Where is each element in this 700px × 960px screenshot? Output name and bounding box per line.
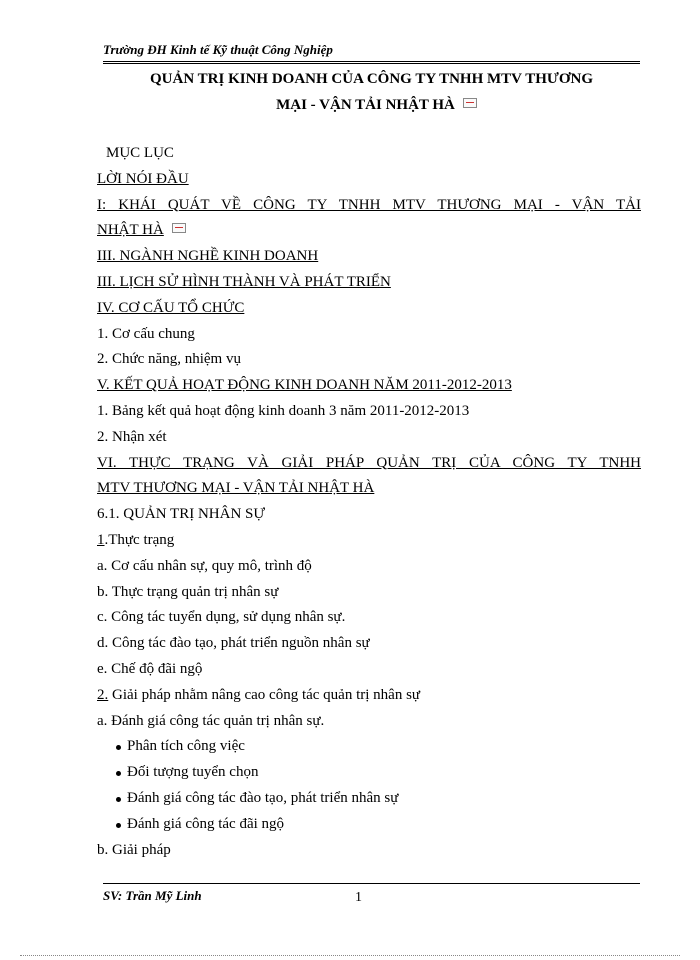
toc-item-1e[interactable]: e. Chế độ đãi ngộ <box>97 660 203 677</box>
embedded-object-icon <box>463 98 477 108</box>
toc-item-1b[interactable]: b. Thực trạng quản trị nhân sự <box>97 583 279 600</box>
page-number: 1 <box>355 890 362 905</box>
page-header <box>103 42 640 64</box>
part-1-label: .Thực trạng <box>104 531 175 548</box>
page-footer <box>103 883 640 904</box>
toc-item-part-2[interactable] <box>97 683 641 709</box>
toc-item-section-1[interactable]: I: KHÁI QUÁT VỀ CÔNG TY TNHH MTV THƯƠNG MẠI - VẬN TẢI <box>97 196 641 213</box>
toc-item-1d[interactable]: d. Công tác đào tạo, phát triển nguồn nhân sự <box>97 635 370 652</box>
toc-item-6-1[interactable]: 6.1. QUẢN TRỊ NHÂN SỰ <box>97 506 266 523</box>
toc-section-1-line-2: NHẬT HÀ <box>97 222 164 239</box>
toc-item-section-3[interactable]: III. LỊCH SỬ HÌNH THÀNH VÀ PHÁT TRIỂN <box>97 273 391 290</box>
toc-heading: MỤC LỤC <box>106 145 174 161</box>
toc-bullet-item[interactable]: Đánh giá công tác đào tạo, phát triển nhân sự <box>97 786 641 812</box>
toc-bullet-item[interactable]: Đối tượng tuyển chọn <box>97 760 641 786</box>
toc-bullet-item[interactable]: Đánh giá công tác đãi ngộ <box>97 812 641 838</box>
toc-item-4-2[interactable]: 2. Chức năng, nhiệm vụ <box>97 351 241 368</box>
part-1-number: 1 <box>97 531 105 548</box>
title-line-1: QUẢN TRỊ KINH DOANH CỦA CÔNG TY TNHH MTV THƯƠNG <box>150 71 593 87</box>
toc-item-2a[interactable]: a. Đánh giá công tác quản trị nhân sự. <box>97 712 325 729</box>
toc-item-2b[interactable]: b. Giải pháp <box>97 841 171 858</box>
title-line-2: MẠI - VẬN TẢI NHẬT HÀ <box>276 97 455 113</box>
part-2-label: Giải pháp nhằm nâng cao công tác quản trị nhân sự <box>108 686 421 703</box>
toc-item-1a[interactable]: a. Cơ cấu nhân sự, quy mô, trình độ <box>97 557 312 574</box>
student-name: SV: Trần Mỹ Linh <box>103 888 202 903</box>
document-title <box>103 66 640 118</box>
school-name: Trường ĐH Kinh tế Kỹ thuật Công Nghiệp <box>103 42 333 57</box>
table-of-contents <box>97 141 641 863</box>
title-line-2-wrap <box>113 92 640 118</box>
toc-item-loi-noi-dau[interactable]: LỜI NÓI ĐẦU <box>97 170 189 187</box>
toc-item-section-6[interactable]: VI. THỰC TRẠNG VÀ GIẢI PHÁP QUẢN TRỊ CỦA CÔNG TY TNHH <box>97 454 641 471</box>
toc-bullet-item[interactable]: Phân tích công việc <box>97 734 641 760</box>
toc-item-section-6-cont[interactable]: MTV THƯƠNG MẠI - VẬN TẢI NHẬT HÀ <box>97 480 375 497</box>
toc-item-section-2[interactable]: III. NGÀNH NGHỀ KINH DOANH <box>97 248 319 265</box>
part-2-number: 2. <box>97 686 109 703</box>
embedded-object-icon <box>172 223 186 233</box>
toc-item-part-1[interactable] <box>97 528 641 554</box>
toc-item-4-1[interactable]: 1. Cơ cấu chung <box>97 325 195 342</box>
page-bottom-divider <box>20 955 680 956</box>
toc-item-section-4[interactable]: IV. CƠ CẤU TỔ CHỨC <box>97 299 245 316</box>
toc-item-section-5[interactable]: V. KẾT QUẢ HOẠT ĐỘNG KINH DOANH NĂM 2011-2012-2013 <box>97 377 512 394</box>
toc-item-section-1-cont[interactable] <box>97 218 641 244</box>
toc-item-5-1[interactable]: 1. Bảng kết quả hoạt động kinh doanh 3 năm 2011-2012-2013 <box>97 402 470 419</box>
toc-item-5-2[interactable]: 2. Nhận xét <box>97 428 167 445</box>
toc-item-1c[interactable]: c. Công tác tuyển dụng, sử dụng nhân sự. <box>97 609 346 626</box>
